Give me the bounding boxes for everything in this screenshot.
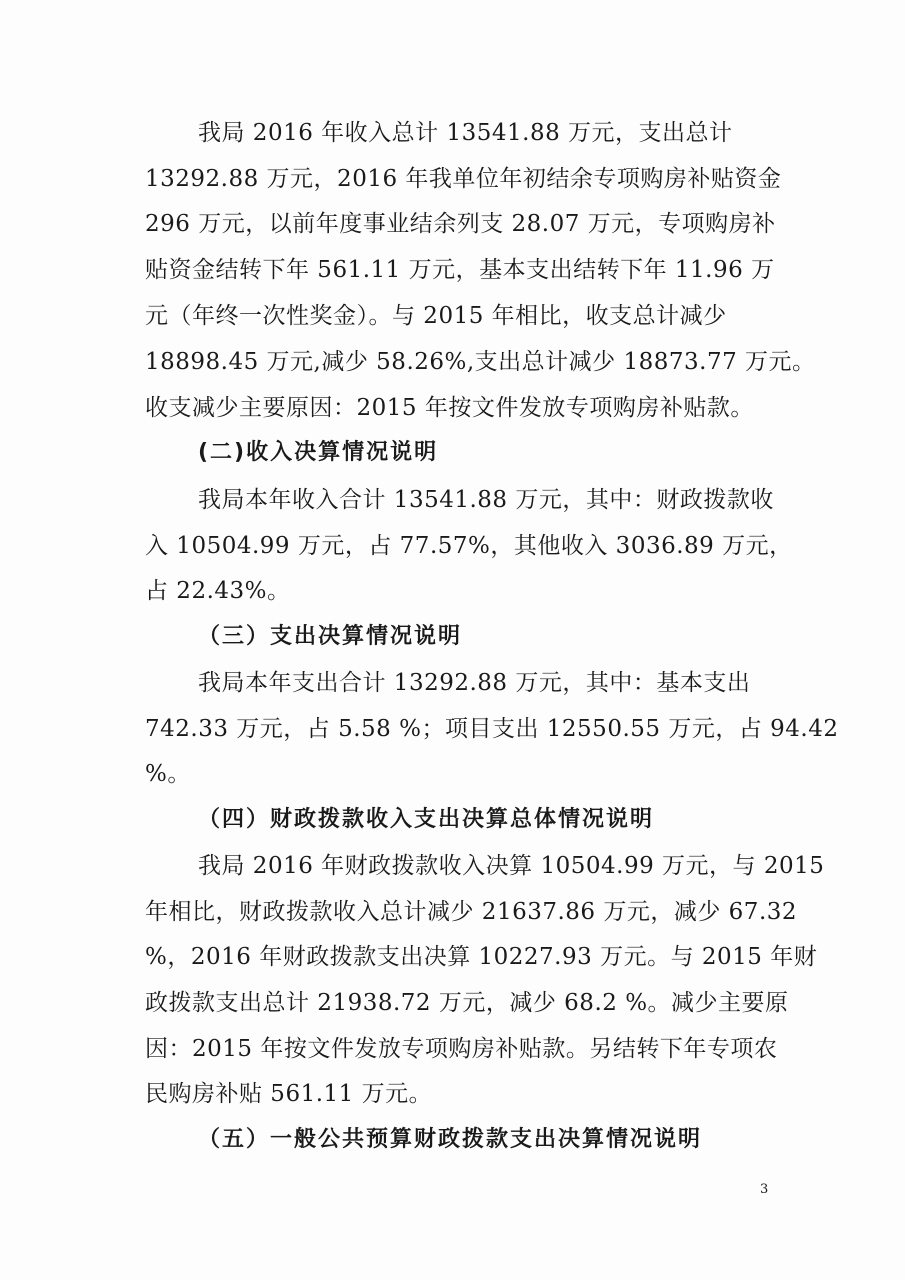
paragraph-line: 我局 2016 年财政拨款收入决算 10504.99 万元，与 2015 <box>198 853 825 879</box>
paragraph-line: 742.33 万元，占 5.58 %；项目支出 12550.55 万元，占 94.42 <box>145 716 839 742</box>
paragraph-line: 占 22.43%。 <box>145 578 291 604</box>
paragraph-line: %，2016 年财政拨款支出决算 10227.93 万元。与 2015 年财 <box>145 944 818 970</box>
section-heading-4: （四）财政拨款收入支出决算总体情况说明 <box>198 807 655 832</box>
paragraph-line: 13292.88 万元，2016 年我单位年初结余专项购房补贴资金 <box>145 166 782 192</box>
paragraph-line: 我局 2016 年收入总计 13541.88 万元，支出总计 <box>198 120 733 146</box>
paragraph-line: 收支减少主要原因：2015 年按文件发放专项购房补贴款。 <box>145 395 754 421</box>
paragraph-line: 政拨款支出总计 21938.72 万元，减少 68.2 %。减少主要原 <box>145 990 789 1016</box>
paragraph-line: 因：2015 年按文件发放专项购房补贴款。另结转下年专项农 <box>145 1036 778 1062</box>
paragraph-line: 贴资金结转下年 561.11 万元，基本支出结转下年 11.96 万 <box>145 257 775 283</box>
paragraph-line: 18898.45 万元,减少 58.26%,支出总计减少 18873.77 万元。 <box>145 349 816 375</box>
paragraph-line: 年相比，财政拨款收入总计减少 21637.86 万元，减少 67.32 <box>145 899 798 925</box>
paragraph-line: 入 10504.99 万元，占 77.57%，其他收入 3036.89 万元， <box>145 533 793 559</box>
paragraph-line: 296 万元，以前年度事业结余列支 28.07 万元，专项购房补 <box>145 211 776 237</box>
page-number: 3 <box>760 1182 769 1197</box>
section-heading-3: （三）支出决算情况说明 <box>198 624 463 649</box>
paragraph-line: 民购房补贴 561.11 万元。 <box>145 1081 433 1107</box>
paragraph-line: 我局本年支出合计 13292.88 万元，其中：基本支出 <box>198 670 751 696</box>
section-heading-2: (二)收入决算情况说明 <box>198 440 439 465</box>
paragraph-line: 元（年终一次性奖金）。与 2015 年相比，收支总计减少 <box>145 303 727 329</box>
paragraph-line: %。 <box>145 761 191 787</box>
section-heading-5: （五）一般公共预算财政拨款支出决算情况说明 <box>198 1127 703 1152</box>
paragraph-line: 我局本年收入合计 13541.88 万元，其中：财政拨款收 <box>198 487 774 513</box>
